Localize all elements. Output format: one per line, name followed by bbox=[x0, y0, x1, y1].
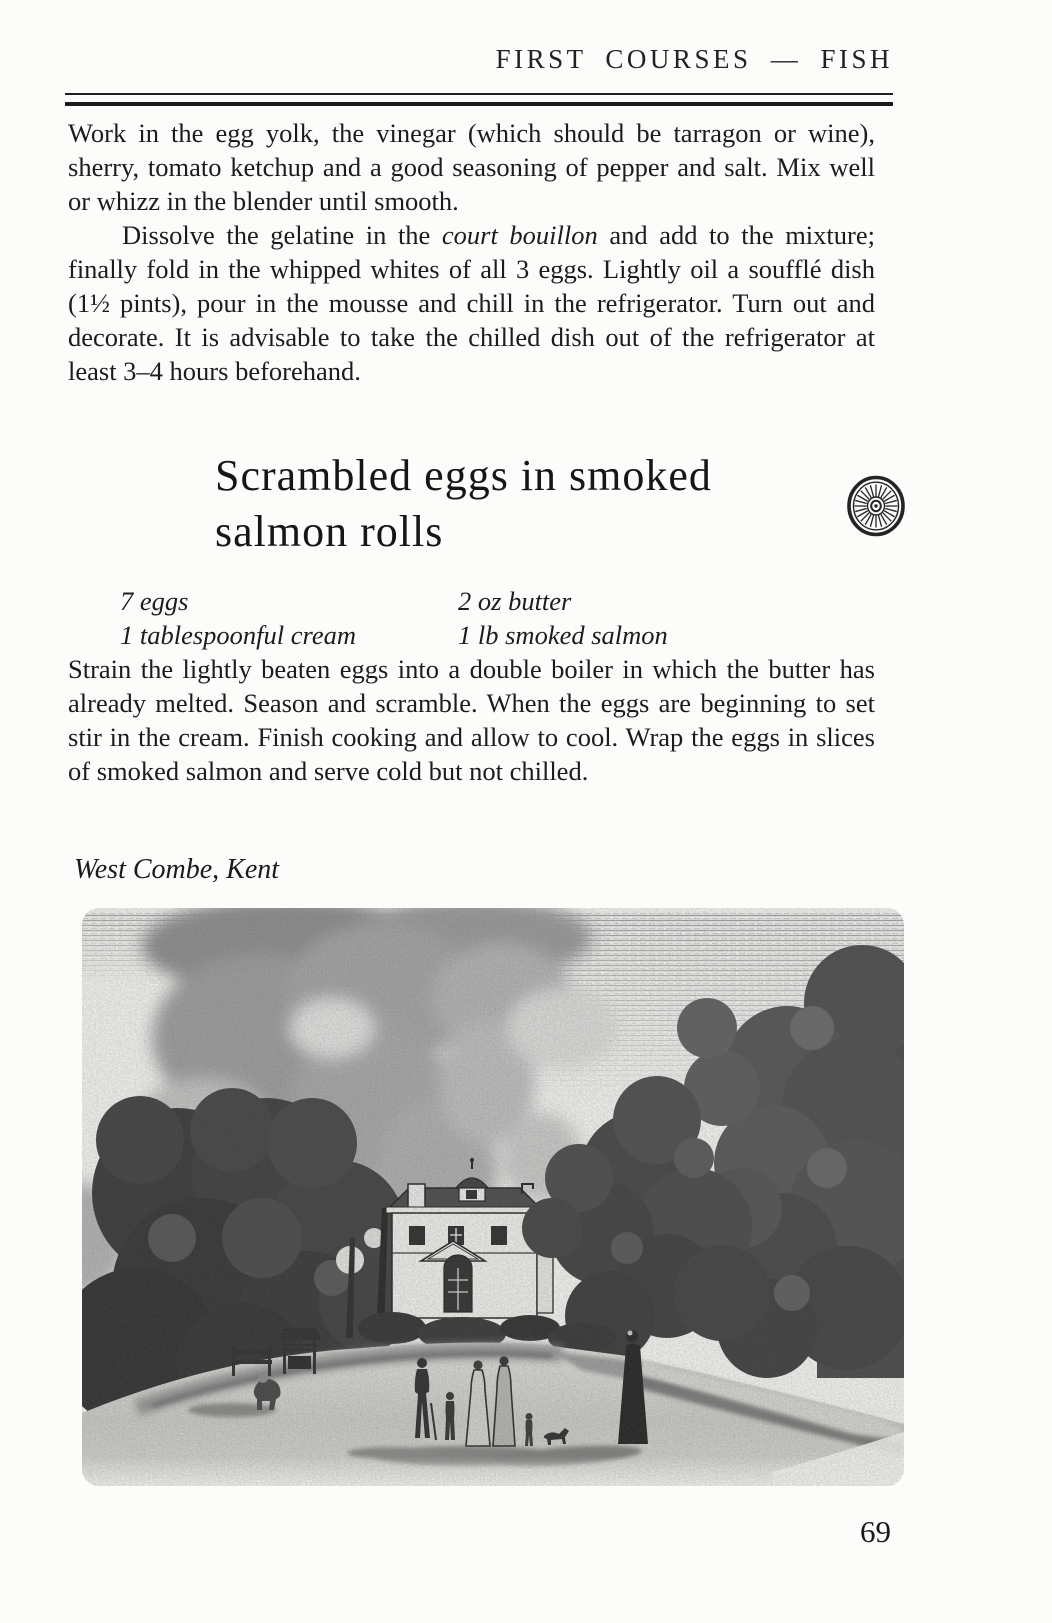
engraving-illustration bbox=[82, 908, 904, 1486]
ingredient-column-right bbox=[458, 584, 840, 652]
paragraph-mayonnaise-continuation: Work in the egg yolk, the vinegar (which should be tarragon or wine), sherry, tomato ketchup and a good seasoning of pepper and salt. Mix well or whizz in the blender until smooth. bbox=[68, 118, 875, 216]
double-rule-divider bbox=[65, 93, 893, 106]
running-head: FIRST COURSES — FISH bbox=[495, 44, 893, 74]
intro-paragraphs bbox=[68, 116, 875, 388]
rosette-ornament-icon bbox=[845, 474, 907, 538]
page-number: 69 bbox=[860, 1514, 891, 1549]
recipe-title bbox=[215, 448, 875, 560]
ingredient-item: 1 lb smoked salmon bbox=[458, 620, 668, 650]
paragraph-gelatine bbox=[68, 218, 875, 388]
court-bouillon-italic: court bouillon bbox=[441, 220, 598, 250]
ingredient-column-left bbox=[120, 584, 458, 652]
location-caption: West Combe, Kent bbox=[74, 854, 280, 885]
engraving-grain bbox=[82, 908, 904, 1486]
paragraph-text: Dissolve the gelatine in the bbox=[122, 220, 442, 250]
method-paragraph: Strain the lightly beaten eggs into a double boiler in which the butter has already melted. Season and scramble. When the eggs are beginning to set stir in the cream. Finish cooking and allow to cool. Wrap the eggs in slices of smoked salmon and serve cold but not chilled. bbox=[68, 654, 875, 786]
recipe-title-line2: salmon rolls bbox=[215, 507, 444, 556]
ingredient-item: 2 oz butter bbox=[458, 586, 572, 616]
recipe-title-line1: Scrambled eggs in smoked bbox=[215, 451, 712, 500]
ingredient-item: 1 tablespoonful cream bbox=[120, 620, 357, 650]
paragraph-text: and add to the mixture; finally fold in the whipped whites of all 3 eggs. Lightly oil a soufflé dish (1½ pints), pour in the mousse and chill in the refrigerator. Turn out and decorate. It is advisable to take the chilled dish out of the refrigerator at least 3–4 hours beforehand. bbox=[68, 220, 875, 386]
ingredient-list bbox=[120, 584, 840, 652]
ingredient-item: 7 eggs bbox=[120, 586, 189, 616]
